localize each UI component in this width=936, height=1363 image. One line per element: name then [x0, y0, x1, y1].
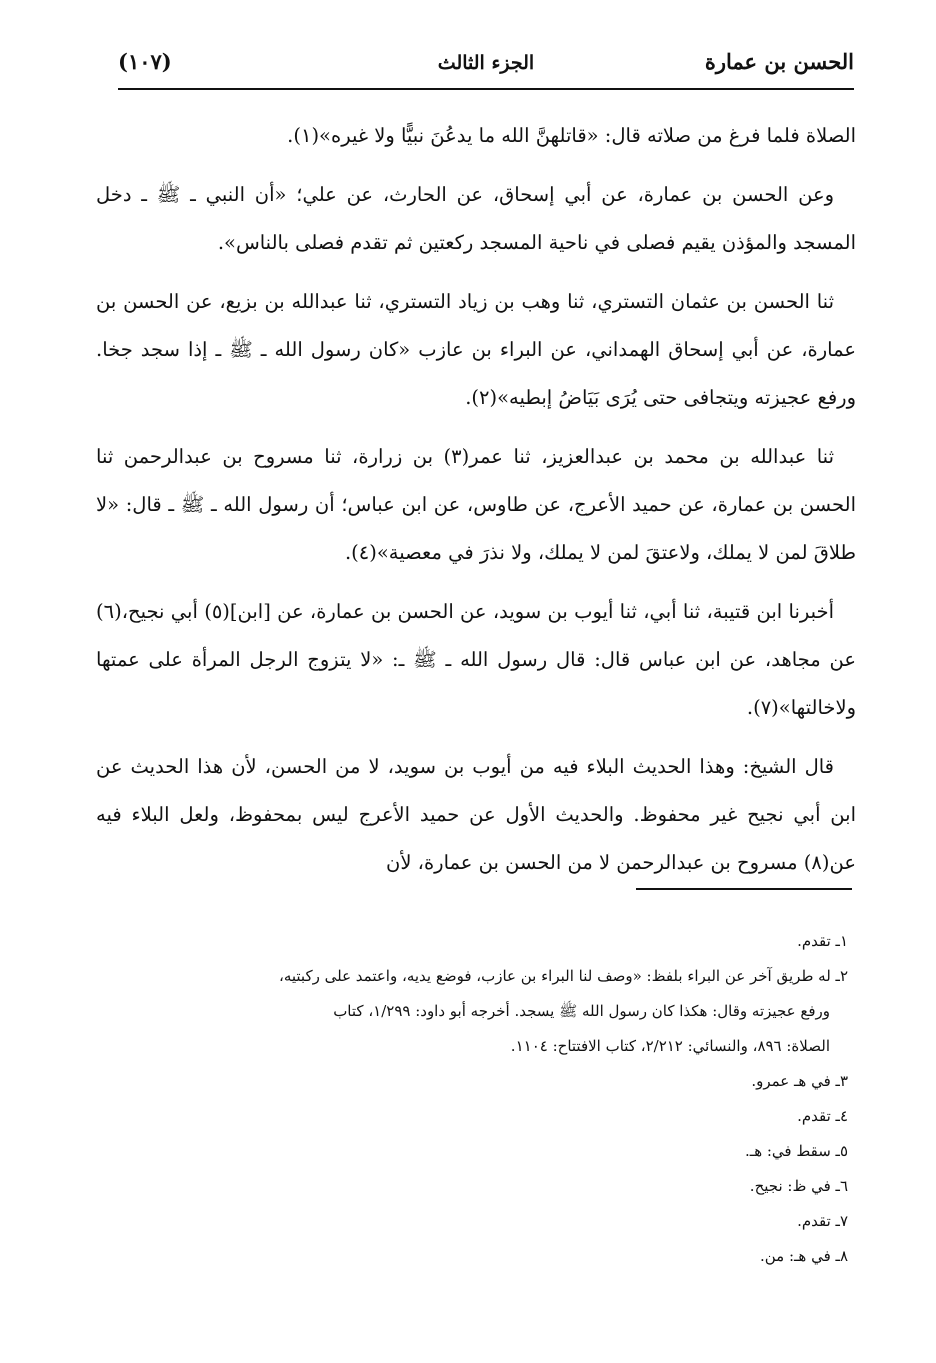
footnote: ٦ـ في ظ: نجيح. — [749, 1177, 848, 1195]
paragraph: وعن الحسن بن عمارة، عن أبي إسحاق، عن الحارث، عن علي؛ «أن النبي ـ ﷺ ـ دخل المسجد والمؤذن يقيم فصلى في ناحية المسجد ركعتين ثم تقدم فصلى بالناس». — [96, 183, 856, 254]
volume-label: الجزء الثالث — [437, 52, 535, 74]
paragraph: ثنا الحسن بن عثمان التستري، ثنا وهب بن زياد التستري، ثنا عبدالله بن بزيع، عن الحسن بن عمارة، عن أبي إسحاق الهمداني، عن البراء بن عازب «كان رسول الله ـ ﷺ ـ إذا سجد جخا. ورفع عجيزته ويتجافى حتى يُرَى بَيَاضُ إبطيه»(٢). — [96, 290, 856, 409]
footnotes — [100, 924, 848, 1274]
running-header — [118, 42, 854, 90]
footnote: ٨ـ في هـ: من. — [759, 1247, 848, 1265]
paragraph: أخبرنا ابن قتيبة، ثنا أبي، ثنا أيوب بن سويد، عن الحسن بن عمارة، عن [ابن](٥) أبي نجيح،(٦) عن مجاهد، عن ابن عباس قال: قال رسول الله ـ ﷺ ـ: «لا يتزوج الرجل المرأة على عمتها ولاخالتها»(٧). — [96, 600, 856, 719]
main-text — [96, 112, 856, 898]
footnote: ٣ـ في هـ عمرو. — [751, 1072, 848, 1090]
footnote: ١ـ تقدم. — [797, 932, 848, 950]
paragraph: قال الشيخ: وهذا الحديث البلاء فيه من أيوب بن سويد، لا من الحسن، لأن هذا الحديث عن ابن أبي نجيح غير محفوظ. والحديث الأول عن حميد الأعرج ليس بمحفوظ، ولعل البلاء فيه عن(٨) مسروح بن عبدالرحمن لا من الحسن بن عمارة، لأن — [96, 755, 856, 874]
footnote-divider — [636, 888, 852, 890]
paragraph: ثنا عبدالله بن محمد بن عبدالعزيز، ثنا عمر(٣) بن زرارة، ثنا مسروح بن عبدالرحمن ثنا الحسن بن عمارة، عن حميد الأعرج، عن طاوس، عن ابن عباس؛ أن رسول الله ـ ﷺ ـ قال: «لا طلاقَ لمن لا يملك، ولاعتقَ لمن لا يملك، ولا نذرَ في معصية»(٤). — [96, 445, 856, 564]
footnote: ٥ـ سقط في: هـ. — [745, 1142, 848, 1160]
footnote-continuation: الصلاة: ٨٩٦، والنسائي: ٢/٢١٢، كتاب الافتتاح: ١١٠٤. — [510, 1037, 830, 1055]
footnote-continuation: ورفع عجيزته وقال: هكذا كان رسول الله ﷺ يسجد. أخرجه أبو داود: ١/٢٩٩، كتاب — [333, 1002, 830, 1020]
footnote: ٤ـ تقدم. — [797, 1107, 848, 1125]
page-number: (١٠٧) — [118, 49, 172, 74]
footnote: ٧ـ تقدم. — [797, 1212, 848, 1230]
paragraph: الصلاة فلما فرغ من صلاته قال: «قاتلهنَّ الله ما يدعُنَ نبيًّا ولا غيره»(١). — [287, 124, 856, 147]
footnote: ٢ـ له طريق آخر عن البراء بلفظ: «وصف لنا البراء بن عازب، فوضع يديه، واعتمد على ركبتيه، — [278, 967, 848, 985]
book-title: الحسن بن عمارة — [704, 49, 854, 74]
